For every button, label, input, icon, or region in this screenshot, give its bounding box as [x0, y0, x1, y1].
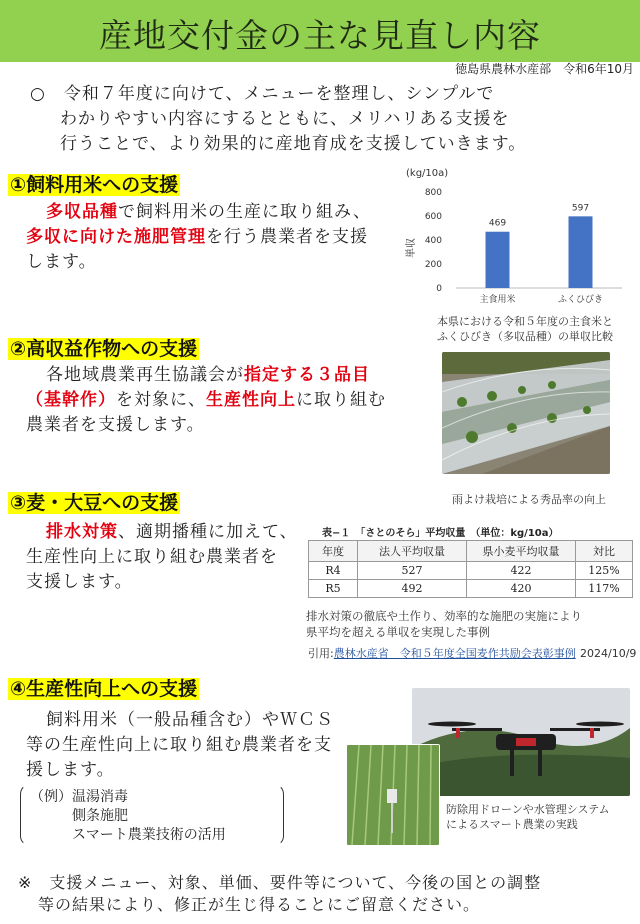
section4-text-2: 等の生産性向上に取り組む農業者を支 — [26, 735, 332, 755]
chart-unit-label: (kg/10a) — [406, 168, 449, 179]
bar-value-label: 597 — [571, 203, 590, 214]
section1-text-1: で飼料用米の生産に取り組み、 — [118, 202, 372, 222]
section2-red-2: （基幹作） — [26, 390, 116, 410]
rice-field-photo — [346, 744, 440, 846]
section3-text-3: 支援します。 — [26, 572, 133, 592]
drone-caption-1: 防除用ドローンや水管理システム — [446, 803, 610, 816]
table-cell: R5 — [309, 580, 358, 598]
section3-text-2: 生産性向上に取り組む農業者を — [26, 547, 278, 567]
citation-link[interactable]: 農林水産省 令和５年度全国麦作共励会表彰事例 — [333, 647, 576, 660]
section2-text-1: 各地域農業再生協議会が — [46, 365, 244, 385]
greenhouse-photo — [442, 352, 610, 474]
section3-heading: ③麦・大豆への支援 — [10, 492, 179, 514]
section1-text-3: します。 — [26, 252, 97, 272]
y-tick-label: 200 — [424, 260, 442, 270]
table-row — [309, 562, 633, 580]
section3-red-1: 排水対策 — [46, 522, 118, 542]
table-cell: 117% — [576, 580, 633, 598]
y-tick-label: 400 — [424, 236, 442, 246]
section4-text-1: 飼料用米（一般品種含む）やＷＣＳ — [46, 710, 334, 730]
intro-paragraph — [30, 82, 620, 157]
x-category-label: 主食用米 — [479, 295, 516, 305]
section2-text-3: に取り組む — [296, 390, 386, 410]
yield-table — [308, 540, 633, 598]
section3-text-1: 、適期播種に加えて、 — [118, 522, 298, 542]
example-item: スマート農業技術の活用 — [72, 827, 226, 843]
section1-body — [26, 200, 406, 275]
table-header: 法人平均収量 — [358, 541, 467, 562]
footer-line-1: ※ 支援メニュー、対象、単価、要件等について、今後の国との調整 — [18, 873, 542, 892]
section2-red-3: 生産性向上 — [206, 390, 296, 410]
table-cell: 420 — [467, 580, 576, 598]
table-cell: 125% — [576, 562, 633, 580]
section2-text-2: を対象に、 — [116, 390, 206, 410]
footer-note — [18, 872, 630, 916]
section1-heading: ①飼料用米への支援 — [10, 174, 179, 196]
table-title: 表−１ 「さとのそら」平均収量 （単位：kg/10a） — [322, 528, 559, 539]
table-header: 県小麦平均収量 — [467, 541, 576, 562]
intro-line-2: わかりやすい内容にするとともに、メリハリある支援を — [60, 109, 510, 129]
table-note — [306, 608, 582, 640]
section2-text-4: 農業者を支援します。 — [26, 415, 205, 435]
bar-value-label: 469 — [488, 218, 507, 229]
drone-photo — [412, 688, 630, 796]
drone-caption-2: によるスマート農業の実践 — [446, 818, 578, 831]
section2-body — [26, 363, 426, 438]
section4-body — [26, 708, 366, 783]
chart-caption-1: 本県における令和５年度の主食米と — [437, 315, 613, 328]
x-category-label: ふくひびき — [557, 295, 604, 305]
citation — [308, 646, 576, 661]
section4-text-3: 援します。 — [26, 760, 115, 780]
examples-label: （例） — [30, 789, 72, 805]
section3-body — [26, 520, 316, 595]
table-cell: R4 — [309, 562, 358, 580]
section1-red-1: 多収品種 — [46, 202, 118, 222]
table-note-1: 排水対策の徹底や土作り、効率的な施肥の実施により — [306, 609, 582, 623]
table-header: 対比 — [576, 541, 633, 562]
example-item: 温湯消毒 — [72, 789, 128, 805]
chart-caption — [420, 314, 630, 344]
chart-ylabel: 単収 — [406, 238, 417, 258]
drone-caption — [446, 802, 610, 832]
table-header: 年度 — [309, 541, 358, 562]
y-tick-label: 800 — [424, 188, 442, 198]
section4-heading: ④生産性向上への支援 — [10, 678, 198, 700]
citation-date: 2024/10/9 — [580, 647, 637, 660]
section1-red-2: 多収に向けた施肥管理 — [26, 227, 206, 247]
table-row — [309, 580, 633, 598]
section1-text-2: を行う農業者を支援 — [206, 227, 368, 247]
bar — [569, 216, 593, 288]
y-tick-label: 0 — [436, 284, 442, 294]
yield-table-wrap — [308, 540, 633, 598]
page-title: 産地交付金の主な見直し内容 — [99, 16, 541, 55]
footer-line-2: 等の結果により、修正が生じ得ることにご留意ください。 — [38, 895, 481, 914]
citation-prefix: 引用: — [308, 647, 334, 660]
example-item: 側条施肥 — [72, 808, 128, 824]
table-cell: 492 — [358, 580, 467, 598]
intro-line-1: ○ 令和７年度に向けて、メニューを整理し、シンプルで — [30, 84, 495, 104]
table-note-2: 県平均を超える単収を実現した事例 — [306, 625, 490, 639]
chart-caption-2: ふくひびき（多収品種）の単収比較 — [437, 330, 613, 343]
table-cell: 422 — [467, 562, 576, 580]
y-tick-label: 600 — [424, 212, 442, 222]
bar — [486, 232, 510, 288]
greenhouse-caption: 雨よけ栽培による秀品率の向上 — [452, 493, 606, 506]
intro-line-3: 行うことで、より効果的に産地育成を支援していきます。 — [60, 134, 527, 154]
table-cell: 527 — [358, 562, 467, 580]
issuer-date: 徳島県農林水産部 令和6年10月 — [455, 62, 634, 76]
section2-red-1: 指定する３品目 — [244, 365, 370, 385]
section2-heading: ②高収益作物への支援 — [10, 338, 198, 360]
examples-list — [30, 788, 226, 845]
